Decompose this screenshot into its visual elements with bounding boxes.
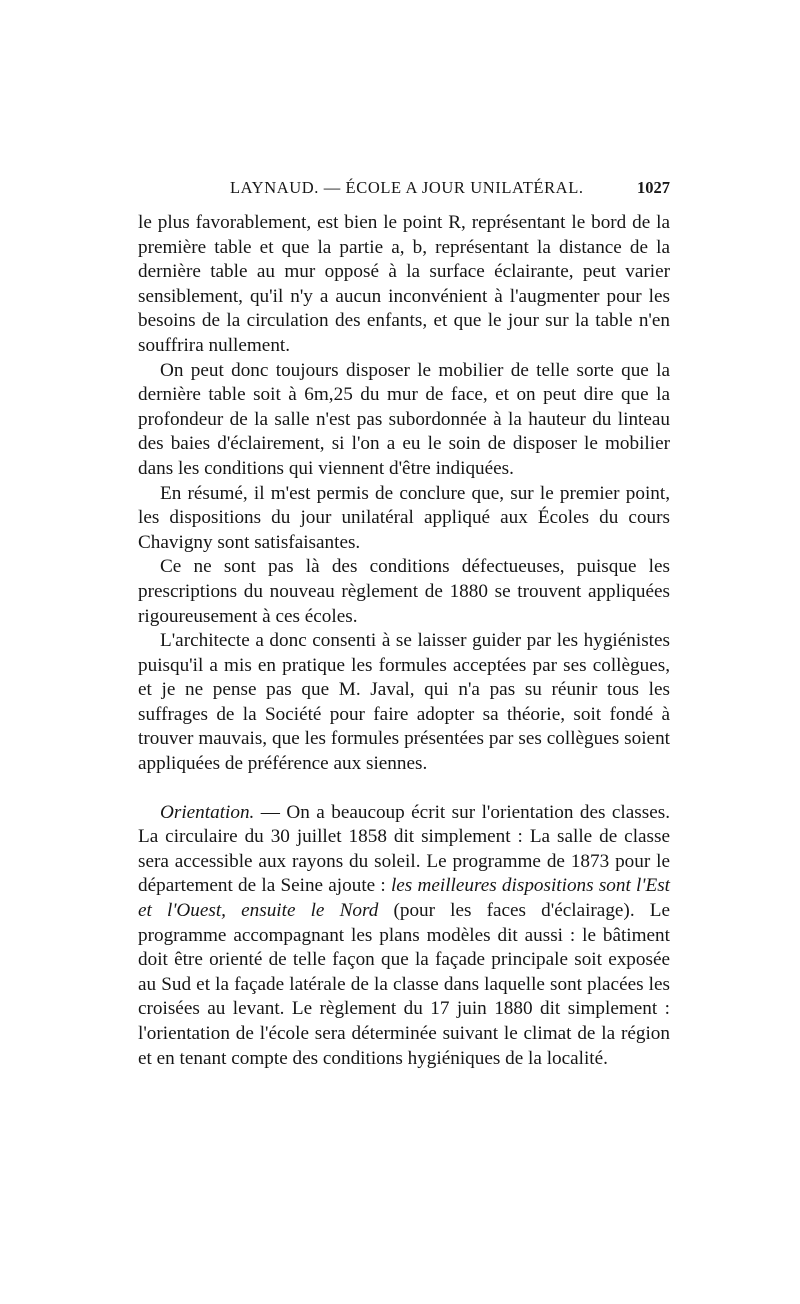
orientation-text-part-2: (pour les faces d'éclairage). Le programme accompagnant les plans modèles dit aussi : le bâtiment doit être orienté de telle façon que la façade principale soit exposée au Sud et la façade latérale de la classe dans laquelle sont placées les croisées au levant. Le règlement du 17 juin 1880 dit simplement : l'orientation de l'école sera déterminée suivant le climat de la région et en tenant compte des conditions hygiéniques de la localité. <box>138 900 670 1069</box>
running-header <box>138 174 670 206</box>
paragraph-conditions: Ce ne sont pas là des conditions défectueuses, puisque les prescriptions du nouveau règlement de 1880 se trouvent appliquées rigoureusement à ces écoles. <box>138 556 670 627</box>
body-text <box>138 211 670 1071</box>
paragraph-mobilier: On peut donc toujours disposer le mobilier de telle sorte que la dernière table soit à 6m,25 du mur de face, et on peut dire que la profondeur de la salle n'est pas subordonnée à la hauteur du linteau des baies d'éclairement, si l'on a eu le soin de disposer le mobilier dans les conditions qui viennent d'être indiquées. <box>138 359 670 479</box>
orientation-text-part-1: — On a beaucoup écrit sur l'orientation des classes. La circulaire du 30 juillet 1858 dit simplement : La salle de classe sera accessible aux rayons du soleil. Le programme de 1873 pour le département de la Seine ajoute : <box>138 801 670 897</box>
paragraph-architecte: L'architecte a donc consenti à se laisser guider par les hygiénistes puisqu'il a mis en pratique les formules acceptées par ses collègues, et je ne pense pas que M. Javal, qui n'a pas su réunir tous les suffrages de la Société pour faire adopter sa théorie, soit fondé à trouver mauvais, que les formules présentées par ses collègues soient appliquées de préférence aux siennes. <box>138 630 670 775</box>
section-spacer <box>138 777 670 801</box>
document-page <box>138 174 670 1071</box>
paragraph-orientation <box>138 801 670 1072</box>
header-title: LAYNAUD. — ÉCOLE A JOUR UNILATÉRAL. <box>230 178 584 197</box>
page-number: 1027 <box>637 178 670 197</box>
paragraph-continuation: le plus favorablement, est bien le point R, représentant le bord de la première table et que la partie a, b, représentant la distance de la dernière table au mur opposé à la surface éclairante, peut varier sensiblement, qu'il n'y a aucun inconvénient à l'augmenter pour les besoins de la circulation des enfants, et que le jour sur la table n'en souffrira nullement. <box>138 212 670 356</box>
paragraph-resume: En résumé, il m'est permis de conclure que, sur le premier point, les dispositions du jour unilatéral appliqué aux Écoles du cours Chavigny sont satisfaisantes. <box>138 482 670 553</box>
orientation-italic-quote: les meilleures dispositions sont l'Est et l'Ouest, ensuite le Nord <box>138 875 670 922</box>
section-heading-orientation: Orientation. <box>160 801 255 823</box>
